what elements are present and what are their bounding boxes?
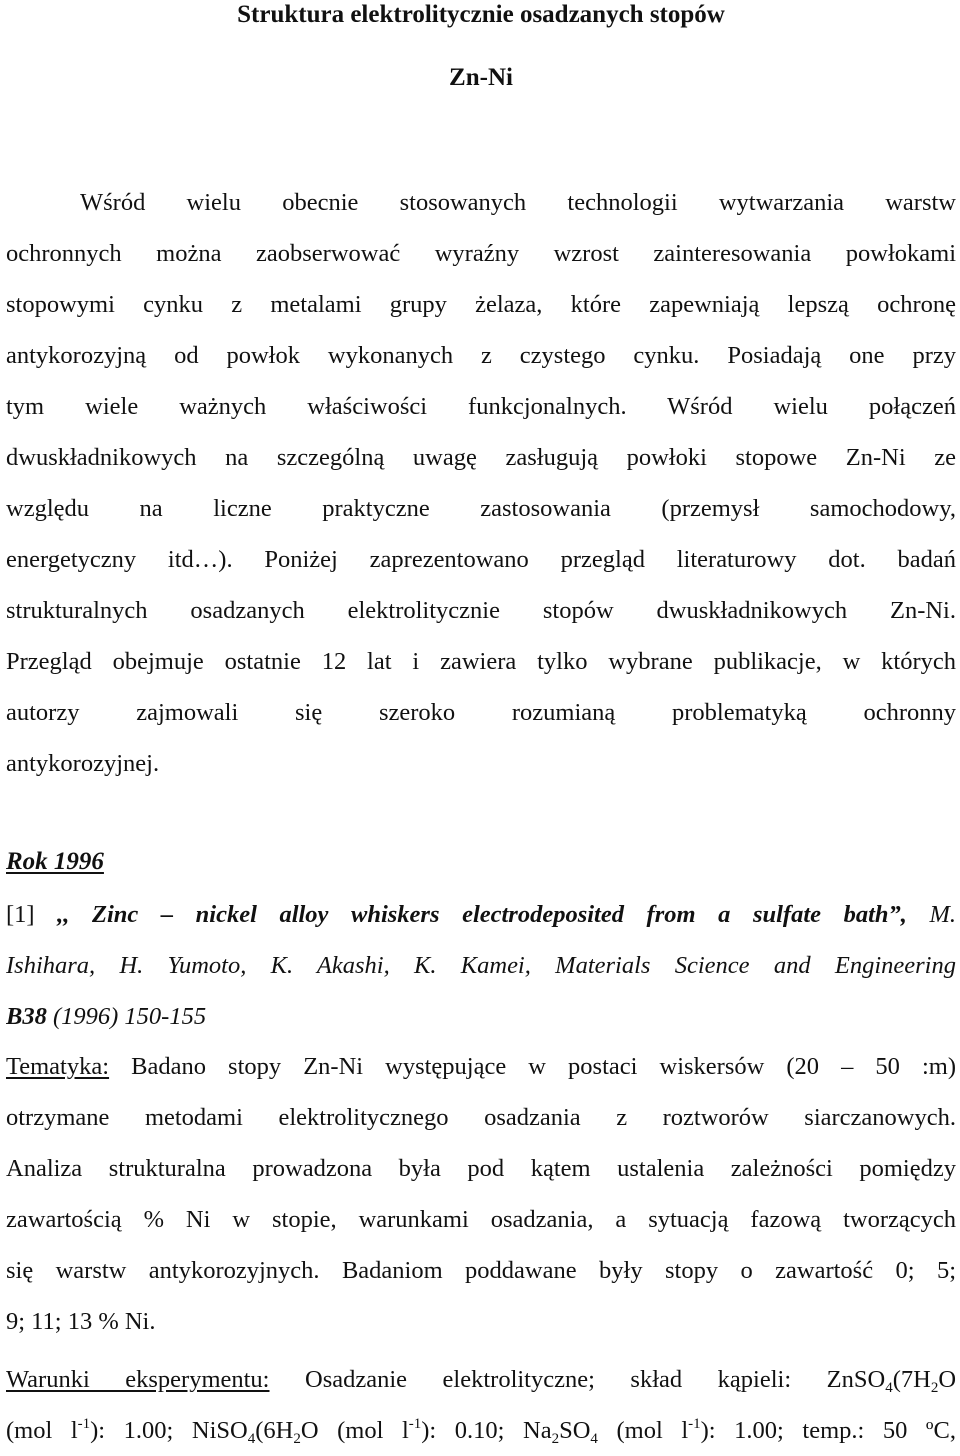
conditions-paragraph bbox=[6, 1354, 956, 1456]
document-title: Struktura elektrolitycznie osadzanych stopów bbox=[237, 1, 725, 28]
intro-line: stopowymi cynku z metalami grupy żelaza, które zapewniają lepszą ochronę bbox=[6, 291, 956, 318]
intro-line: antykorozyjnej. bbox=[6, 750, 160, 777]
topic-label: Tematyka: bbox=[6, 1053, 110, 1080]
topic-line: Analiza strukturalna prowadzona była pod kątem ustalenia zależności pomiędzy bbox=[6, 1155, 956, 1182]
reference-volume: B38 bbox=[6, 1003, 47, 1030]
intro-line: strukturalnych osadzanych elektrolitycznie stopów dwuskładnikowych Zn-Ni. bbox=[6, 597, 956, 624]
intro-line: Przegląd obejmuje ostatnie 12 lat i zawiera tylko wybrane publikacje, w których bbox=[6, 648, 956, 675]
reference-number: [1] bbox=[6, 901, 35, 928]
reference-entry bbox=[6, 889, 956, 1042]
intro-line: tym wiele ważnych właściwości funkcjonalnych. Wśród wielu połączeń bbox=[6, 393, 956, 420]
topic-line: otrzymane metodami elektrolitycznego osadzania z roztworów siarczanowych. bbox=[6, 1104, 956, 1131]
intro-paragraph bbox=[6, 177, 956, 789]
chemical-formula: $ZnSO_4(7H_2O$ bbox=[826, 1366, 956, 1396]
conditions-label: Warunki eksperymentu: bbox=[6, 1366, 270, 1393]
topic-line: 9; 11; 13 % Ni. bbox=[6, 1308, 156, 1335]
intro-line: względu na liczne praktyczne zastosowania (przemysł samochodowy, bbox=[6, 495, 956, 522]
reference-line bbox=[6, 991, 956, 1042]
document-subtitle: Zn-Ni bbox=[449, 64, 513, 91]
reference-authors: M. bbox=[929, 901, 956, 928]
topic-line: się warstw antykorozyjnych. Badaniom poddawane były stopy o zawartość 0; 5; bbox=[6, 1257, 956, 1284]
topic-paragraph bbox=[6, 1041, 956, 1347]
intro-line: autorzy zajmowali się szeroko rozumianą problematyką ochronny bbox=[6, 699, 956, 726]
topic-line: zawartością % Ni w stopie, warunkami osadzania, a sytuacją fazową tworzących bbox=[6, 1206, 956, 1233]
conditions-text: Osadzanie elektrolityczne; skład kąpieli: bbox=[305, 1366, 792, 1393]
topic-line bbox=[6, 1041, 956, 1092]
conditions-line bbox=[6, 1354, 956, 1405]
reference-authors: Ishihara, H. Yumoto, K. Akashi, K. Kamei, bbox=[6, 952, 531, 979]
intro-line: energetyczny itd…). Poniżej zaprezentowano przegląd literaturowy dot. badań bbox=[6, 546, 956, 573]
intro-line: Wśród wielu obecnie stosowanych technologii wytwarzania warstw bbox=[80, 189, 956, 216]
intro-line: ochronnych można zaobserwować wyraźny wzrost zainteresowania powłokami bbox=[6, 240, 956, 267]
reference-line bbox=[6, 889, 956, 940]
reference-year-pages: (1996) 150-155 bbox=[52, 1003, 207, 1030]
intro-line: dwuskładnikowych na szczególną uwagę zasługują powłoki stopowe Zn-Ni ze bbox=[6, 444, 956, 471]
intro-line: antykorozyjną od powłok wykonanych z czystego cynku. Posiadają one przy bbox=[6, 342, 956, 369]
chemical-formula: (mol $l^{-1}$): 1.00; $NiSO_4(6H_2O$ (mol $l^{-1}$): 0.10; $Na_2SO_4$ (mol $l^{-1}$): 1.00; temp.: 50 ºC, bbox=[6, 1416, 956, 1447]
reference-journal: Materials Science and Engineering bbox=[555, 952, 956, 979]
conditions-line bbox=[6, 1405, 956, 1456]
section-heading-year: Rok 1996 bbox=[6, 848, 104, 875]
topic-text: Badano stopy Zn-Ni występujące w postaci wiskersów (20 – 50 :m) bbox=[131, 1053, 956, 1080]
reference-line bbox=[6, 940, 956, 991]
reference-title: ,, Zinc – nickel alloy whiskers electrodeposited from a sulfate bath”, bbox=[57, 901, 907, 928]
